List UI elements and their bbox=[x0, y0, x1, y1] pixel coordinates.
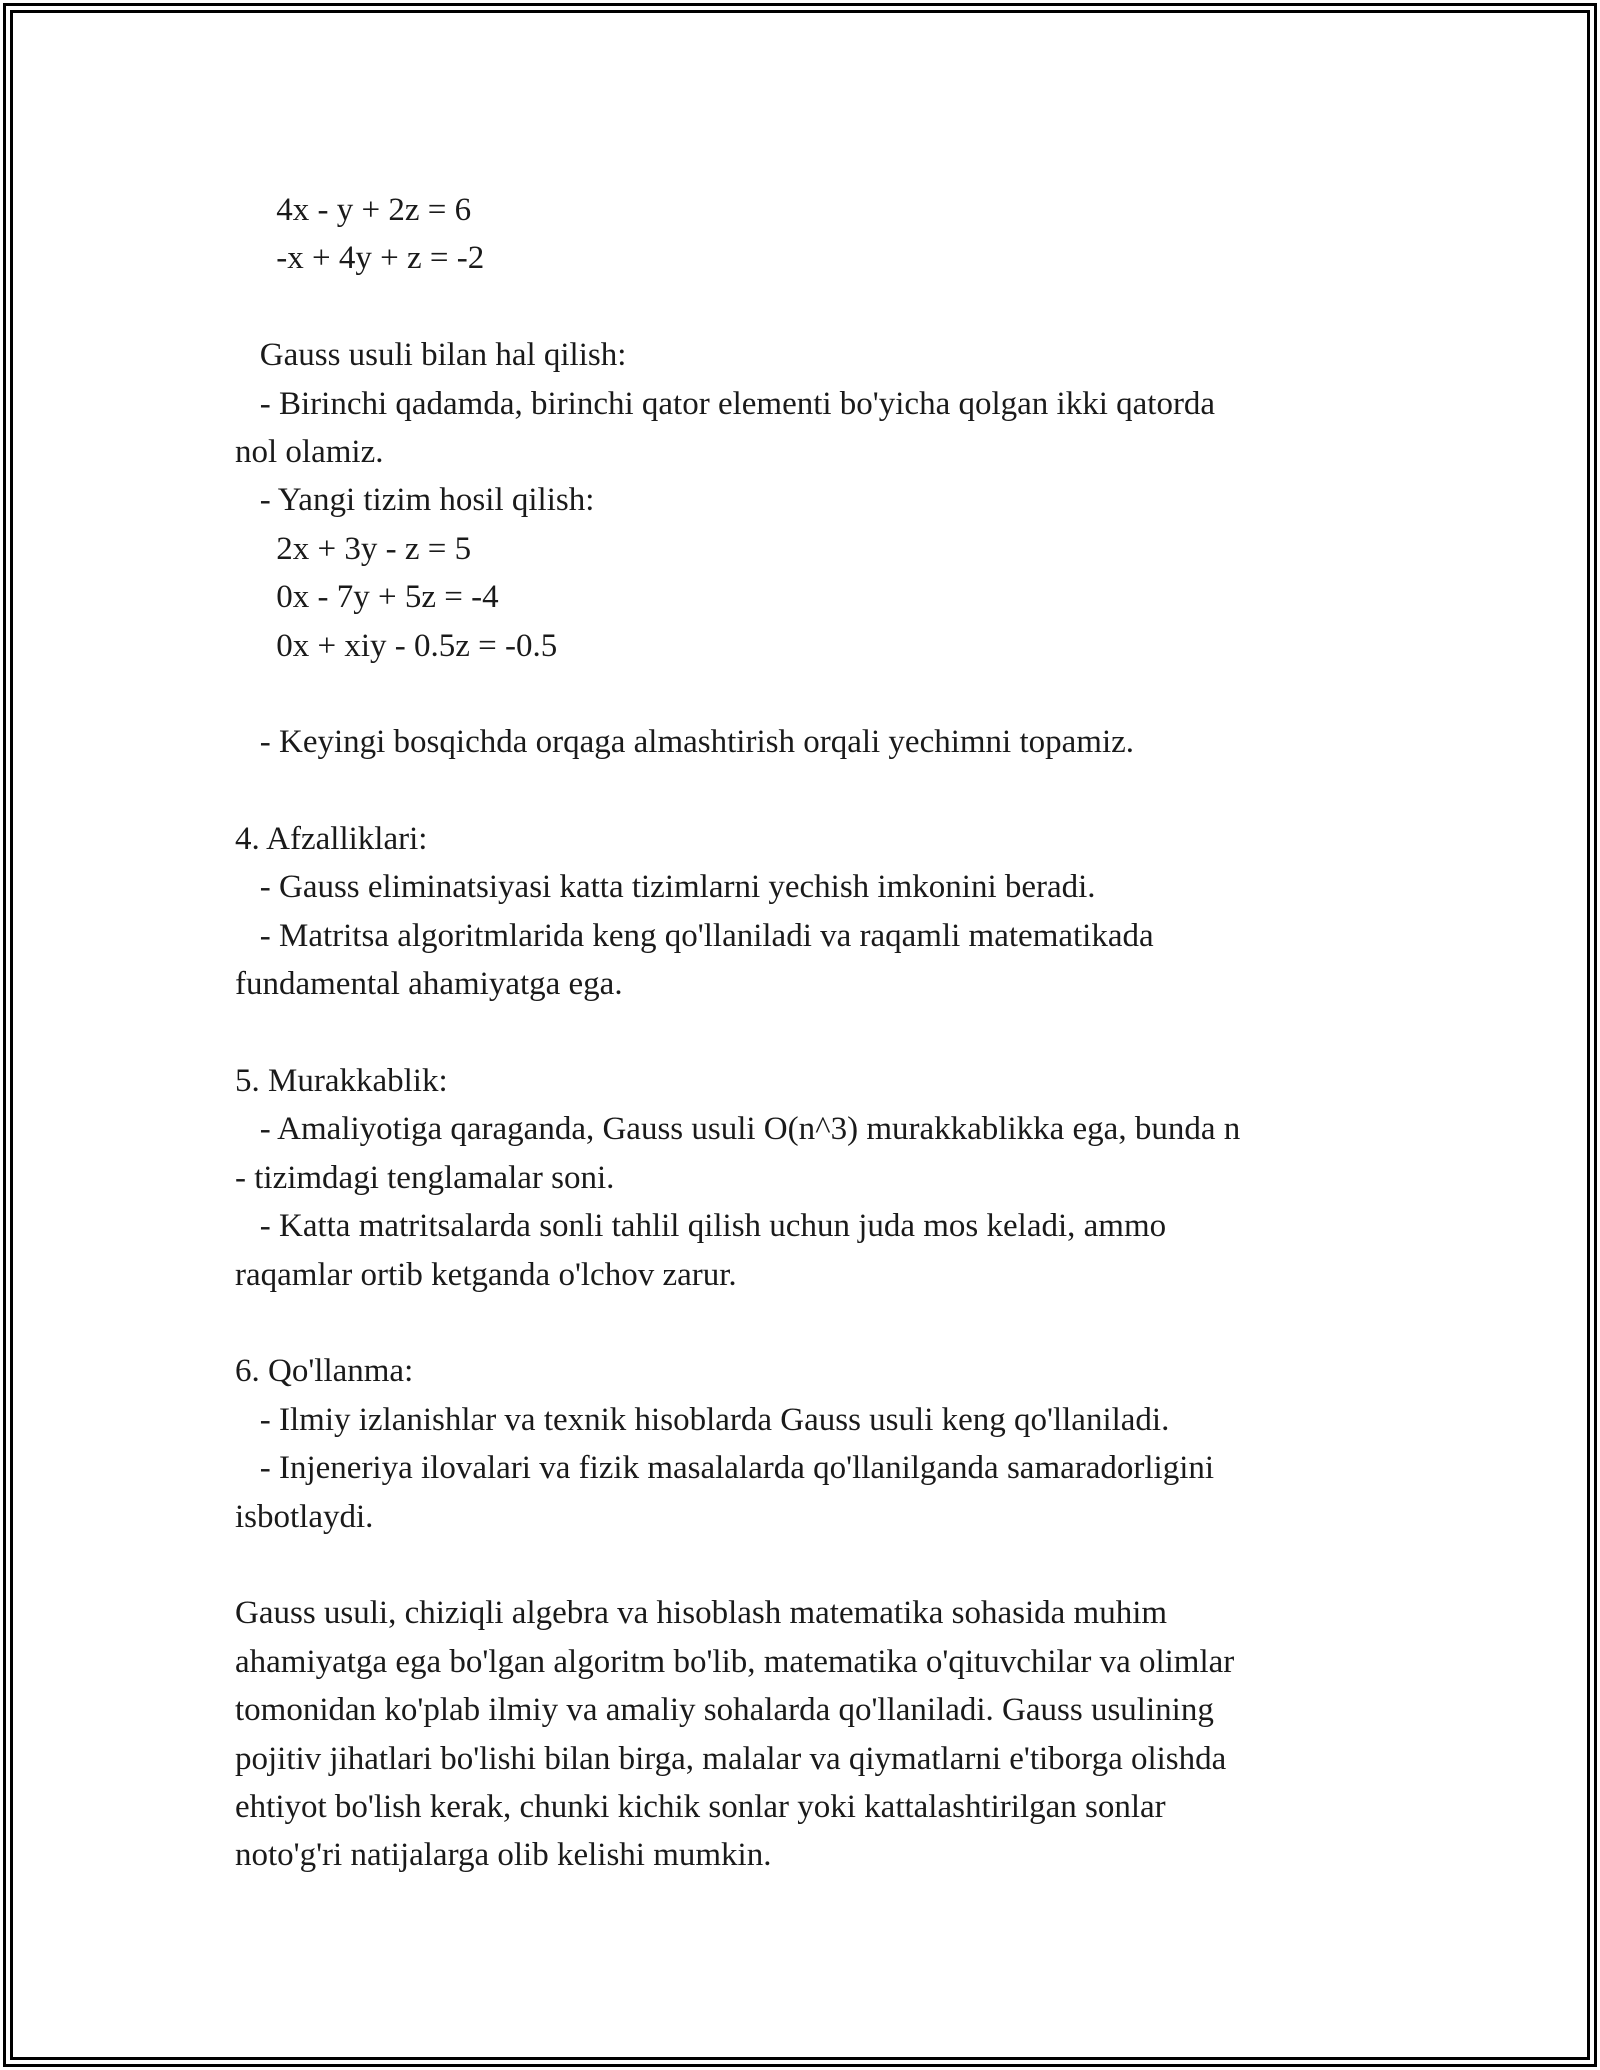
bullet-line: - Injeneriya ilovalari va fizik masalalarda qo'llanilganda samaradorligini bbox=[235, 1450, 1215, 1487]
paragraph-line: noto'g'ri natijalarga olib kelishi mumkin. bbox=[235, 1837, 772, 1874]
blank-line bbox=[235, 670, 1375, 718]
text-line: - tizimdagi tenglamalar soni. bbox=[235, 1159, 615, 1196]
section-heading: 6. Qo'llanma: bbox=[235, 1353, 414, 1390]
bullet-line: - Yangi tizim hosil qilish: bbox=[235, 482, 595, 519]
equation-line: -x + 4y + z = -2 bbox=[235, 240, 485, 277]
bullet-line: - Birinchi qadamda, birinchi qator elementi bo'yicha qolgan ikki qatorda bbox=[235, 385, 1216, 422]
blank-line bbox=[235, 767, 1375, 815]
bullet-line: - Keyingi bosqichda orqaga almashtirish orqali yechimni topamiz. bbox=[235, 724, 1135, 761]
equation-line: 4x - y + 2z = 6 bbox=[235, 192, 472, 228]
text-line: fundamental ahamiyatga ega. bbox=[235, 966, 623, 1003]
blank-line bbox=[235, 1009, 1375, 1057]
equation-line: 0x + xiy - 0.5z = -0.5 bbox=[235, 627, 558, 664]
section-heading: 5. Murakkablik: bbox=[235, 1063, 448, 1100]
paragraph-line: ahamiyatga ega bo'lgan algoritm bo'lib, matematika o'qituvchilar va olimlar bbox=[235, 1643, 1235, 1680]
bullet-line: - Gauss eliminatsiyasi katta tizimlarni yechish imkonini beradi. bbox=[235, 869, 1096, 906]
paragraph-line: ehtiyot bo'lish kerak, chunki kichik sonlar yoki kattalashtirilgan sonlar bbox=[235, 1788, 1166, 1825]
bullet-line: - Matritsa algoritmlarida keng qo'llaniladi va raqamli matematikada bbox=[235, 917, 1154, 954]
document-body bbox=[235, 186, 1375, 1880]
blank-line bbox=[235, 283, 1375, 331]
section-heading: 4. Afzalliklari: bbox=[235, 821, 428, 858]
bullet-line: - Katta matritsalarda sonli tahlil qilish uchun juda mos keladi, ammo bbox=[235, 1208, 1167, 1245]
text-line: Gauss usuli bilan hal qilish: bbox=[235, 337, 627, 374]
equation-line: 0x - 7y + 5z = -4 bbox=[235, 579, 499, 616]
blank-line bbox=[235, 1541, 1375, 1589]
blank-line bbox=[235, 1299, 1375, 1347]
text-line: isbotlaydi. bbox=[235, 1498, 374, 1535]
text-line: nol olamiz. bbox=[235, 433, 384, 470]
equation-line: 2x + 3y - z = 5 bbox=[235, 530, 472, 567]
paragraph-line: Gauss usuli, chiziqli algebra va hisoblash matematika sohasida muhim bbox=[235, 1595, 1168, 1632]
paragraph-line: pojitiv jihatlari bo'lishi bilan birga, malalar va qiymatlarni e'tiborga olishda bbox=[235, 1740, 1227, 1777]
paragraph-line: tomonidan ko'plab ilmiy va amaliy sohalarda qo'llaniladi. Gauss usulining bbox=[235, 1692, 1214, 1729]
text-line: raqamlar ortib ketganda o'lchov zarur. bbox=[235, 1256, 737, 1293]
bullet-line: - Ilmiy izlanishlar va texnik hisoblarda Gauss usuli keng qo'llaniladi. bbox=[235, 1401, 1170, 1438]
bullet-line: - Amaliyotiga qaraganda, Gauss usuli O(n^3) murakkablikka ega, bunda n bbox=[235, 1111, 1241, 1148]
